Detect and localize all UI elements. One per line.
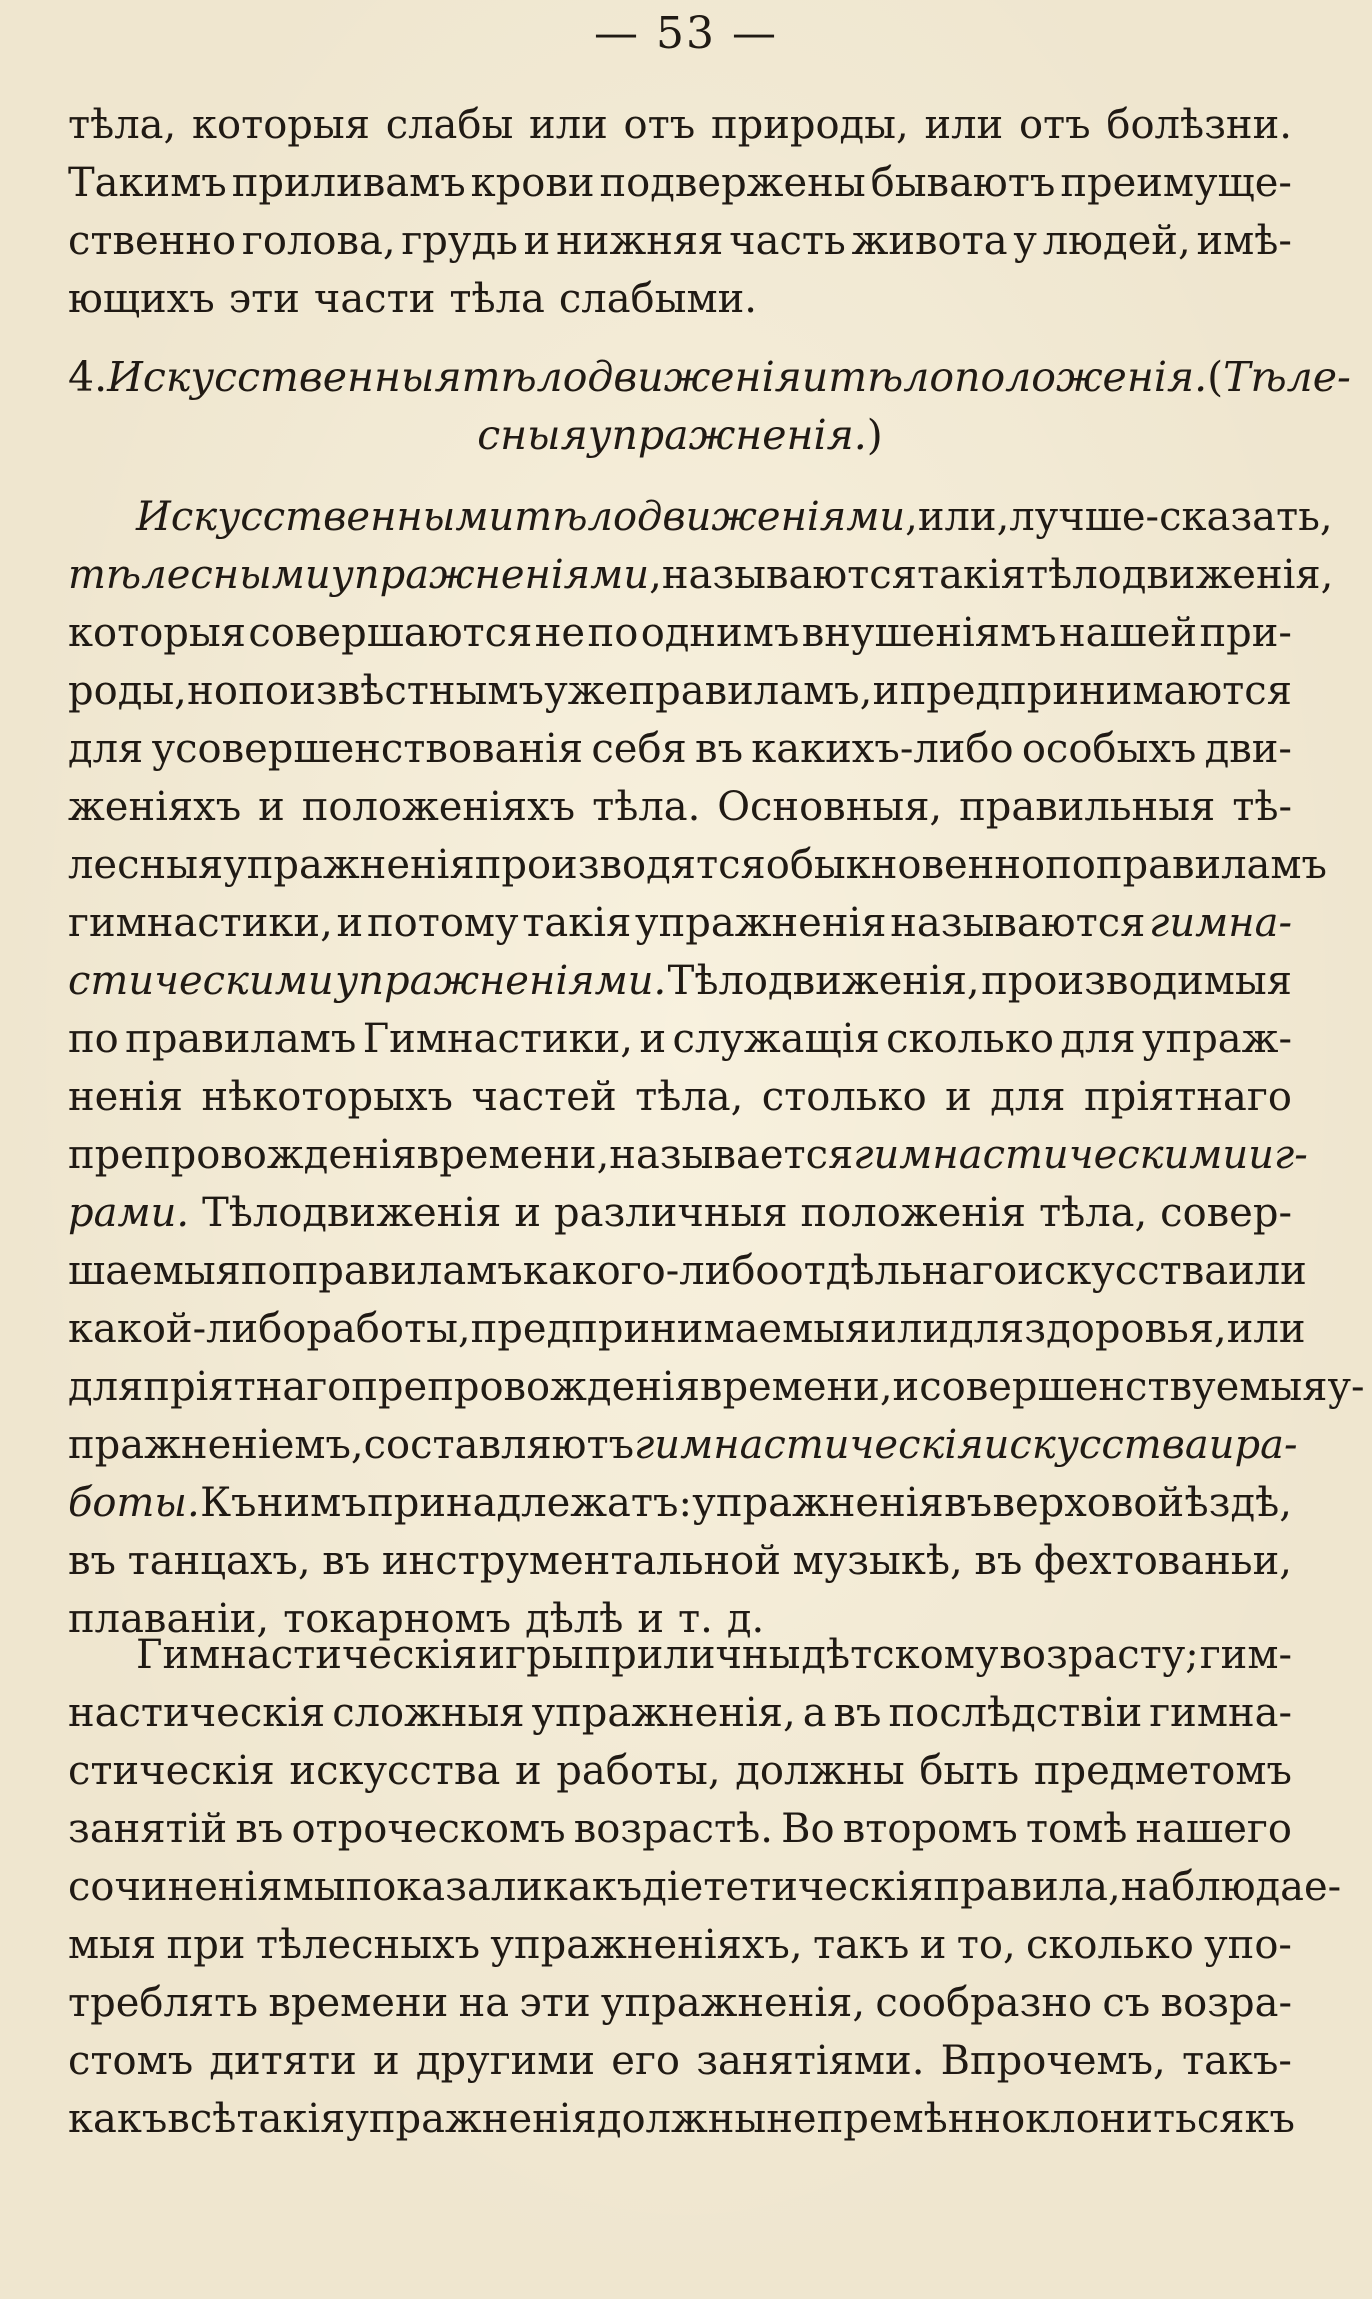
word: , <box>905 494 918 540</box>
word: тѣлодвиженія <box>461 353 802 401</box>
word: называются <box>661 552 917 598</box>
word: такія <box>916 552 1026 598</box>
word: по <box>1045 842 1096 888</box>
word: токарномъ <box>283 1596 512 1642</box>
word: правиламъ, <box>628 668 873 714</box>
word: особыхъ <box>1021 726 1197 772</box>
word: клониться <box>1025 2096 1245 2142</box>
word: столько <box>761 1074 927 1120</box>
word: Тѣле- <box>1223 353 1351 401</box>
word: сложныя <box>332 1690 525 1736</box>
word: крови <box>470 160 595 206</box>
word: ственно <box>68 218 237 264</box>
word: здоровья, <box>1024 1306 1227 1352</box>
word: упражненіяхъ, <box>490 1922 803 1968</box>
word: и <box>1208 1422 1235 1468</box>
word: въ <box>68 1538 116 1584</box>
word: не <box>534 610 586 656</box>
word: и <box>919 1922 947 1968</box>
text-line <box>68 270 1292 328</box>
text-line <box>68 1916 1292 1974</box>
word: такъ- <box>1181 2038 1292 2084</box>
word: потому <box>366 900 519 946</box>
word: упражненія, <box>600 1980 866 2026</box>
word: пражненіемъ, <box>68 1422 364 1468</box>
word: себя <box>591 726 687 772</box>
word: для <box>68 726 144 772</box>
word: работы, <box>306 1306 471 1352</box>
text-line <box>68 1626 1292 1684</box>
word: предметомъ <box>1033 1748 1292 1794</box>
word: ющихъ <box>68 276 215 322</box>
word: упо- <box>1204 1922 1292 1968</box>
text-line <box>68 720 1292 778</box>
text-line <box>68 1126 1308 1184</box>
word: части <box>313 276 436 322</box>
word: т. <box>678 1596 713 1642</box>
word: то, <box>956 1922 1016 1968</box>
text-line <box>68 2032 1292 2090</box>
word: для <box>949 1306 1025 1352</box>
word: плаваніи, <box>68 1596 270 1642</box>
word: правиламъ <box>125 1016 357 1062</box>
word: д. <box>726 1596 765 1642</box>
word: , <box>649 552 662 598</box>
word: должны <box>735 1748 905 1794</box>
word: лесныя <box>68 842 224 888</box>
text-line <box>68 1242 1307 1300</box>
word: Основныя, <box>717 784 943 830</box>
word: и <box>872 668 900 714</box>
word: такъ <box>812 1922 910 1968</box>
word: томѣ <box>1025 1806 1128 1852</box>
text-line <box>68 154 1292 212</box>
text-line <box>68 348 1351 406</box>
text-line <box>68 1010 1292 1068</box>
word: стическими <box>68 958 334 1004</box>
word: упражненія <box>345 2096 597 2142</box>
word: болѣзни. <box>1106 102 1292 148</box>
word: фехтованьи, <box>1034 1538 1292 1584</box>
word: упражненіями. <box>335 958 667 1004</box>
word: и <box>373 2038 400 2084</box>
word: бываютъ <box>870 160 1056 206</box>
word: всѣ <box>167 2096 237 2142</box>
text-line <box>68 1532 1292 1590</box>
word: какъ <box>542 1864 643 1910</box>
word: или, <box>917 494 1010 540</box>
word: у <box>1013 218 1037 264</box>
word: которыя <box>68 610 246 656</box>
word: отроческомъ <box>291 1806 566 1852</box>
word: Гимнастическія <box>136 1632 478 1678</box>
word: съ <box>1102 1980 1151 2026</box>
word: искусства <box>983 1422 1209 1468</box>
word: такія <box>522 900 632 946</box>
word: преимуще- <box>1060 160 1292 206</box>
text-line <box>68 662 1292 720</box>
word: рами. <box>68 1190 190 1236</box>
text-line <box>68 604 1292 662</box>
word: тѣлодвиженія, <box>1025 552 1334 598</box>
word: въ <box>322 1538 371 1584</box>
word: упражненіями <box>330 552 650 598</box>
word: времени, <box>699 1364 893 1410</box>
word: ненія <box>68 1074 184 1120</box>
word: природы, <box>710 102 909 148</box>
word: внушеніямъ <box>801 610 1057 656</box>
word: производимыя <box>981 958 1292 1004</box>
word: и <box>945 1074 972 1120</box>
word: у- <box>1327 1364 1365 1410</box>
word: должны <box>596 2096 767 2142</box>
word: шаемыя <box>68 1248 241 1294</box>
word: упражненія. <box>587 411 867 459</box>
word: Искусственныя <box>107 353 462 401</box>
word: нѣкоторыхъ <box>201 1074 454 1120</box>
word: въ <box>235 1806 284 1852</box>
word: а <box>802 1690 827 1736</box>
word: и <box>523 218 551 264</box>
text-line <box>68 952 1292 1010</box>
word: тѣлоположенія. <box>828 353 1208 401</box>
text-line <box>68 1358 1365 1416</box>
word: искусства <box>1017 1248 1229 1294</box>
word: упражненія <box>692 1480 944 1526</box>
word: другими <box>415 2038 596 2084</box>
text-line <box>68 488 1333 546</box>
paragraph-2 <box>68 488 1365 1648</box>
word: служащія <box>672 1016 880 1062</box>
word: роды, <box>68 668 187 714</box>
text-line <box>68 2090 1295 2148</box>
word: второмъ <box>842 1806 1018 1852</box>
word: къ <box>1244 2096 1295 2142</box>
word: которыя <box>191 102 370 148</box>
word: упраж- <box>1142 1016 1292 1062</box>
word: гимнастики, <box>68 900 333 946</box>
word: принадлежатъ: <box>367 1480 692 1526</box>
word: въ <box>695 726 744 772</box>
word: при <box>166 1922 246 1968</box>
word: препровожденія <box>351 1364 700 1410</box>
text-line <box>68 212 1292 270</box>
word: нашего <box>1135 1806 1292 1852</box>
word: правильныя <box>959 784 1216 830</box>
word: отъ <box>1018 102 1091 148</box>
word: при- <box>1199 610 1292 656</box>
word: Впрочемъ, <box>940 2038 1166 2084</box>
word: инструментальной <box>381 1538 781 1584</box>
word: боты. <box>68 1480 200 1526</box>
text-line <box>68 1742 1292 1800</box>
word: искусства <box>289 1748 501 1794</box>
word: называются <box>890 900 1146 946</box>
word: Искусственными <box>136 494 515 540</box>
word: людей, <box>1042 218 1191 264</box>
word: ра- <box>1234 1422 1298 1468</box>
word: или <box>870 1306 950 1352</box>
word: ( <box>1207 353 1224 401</box>
word: сколько <box>1026 1922 1194 1968</box>
word: показали <box>345 1864 543 1910</box>
word: тѣлесныхъ <box>255 1922 481 1968</box>
word: тѣлесными <box>68 552 331 598</box>
section-heading <box>68 348 1351 464</box>
word: танцахъ, <box>127 1538 311 1584</box>
word: нимъ <box>256 1480 367 1526</box>
word: занятій <box>68 1806 228 1852</box>
word: его <box>611 2038 681 2084</box>
word: упражненія, <box>531 1690 796 1736</box>
word: какой-либо <box>68 1306 307 1352</box>
word: по <box>238 668 289 714</box>
word: грудь <box>401 218 518 264</box>
word: и <box>258 784 285 830</box>
word: отъ <box>623 102 696 148</box>
word: въ <box>944 1480 993 1526</box>
text-line <box>68 96 1292 154</box>
word: игры <box>478 1632 584 1678</box>
word: мыя <box>68 1922 157 1968</box>
word: и <box>514 1748 542 1794</box>
word: приливамъ <box>231 160 466 206</box>
word: и <box>336 900 364 946</box>
word: времени <box>268 1980 449 2026</box>
word: положенія <box>800 1190 1026 1236</box>
word: обыкновенно <box>765 842 1046 888</box>
word: усовершенствованія <box>151 726 584 772</box>
word: производятся <box>474 842 766 888</box>
word: извѣстнымъ <box>289 668 544 714</box>
word: тѣла, <box>635 1074 744 1120</box>
word: сообразно <box>875 1980 1093 2026</box>
word: предпринимаются <box>899 668 1292 714</box>
word: верховой <box>992 1480 1185 1526</box>
word: гим- <box>1199 1632 1292 1678</box>
word: возрасту; <box>999 1632 1199 1678</box>
text-line <box>68 1474 1292 1532</box>
word: составляютъ <box>363 1422 635 1468</box>
word: по <box>240 1248 292 1294</box>
word: голова, <box>241 218 396 264</box>
word: какихъ-либо <box>751 726 1014 772</box>
word: эти <box>228 276 300 322</box>
word: правила, <box>933 1864 1121 1910</box>
word: но <box>187 668 238 714</box>
word: тѣ- <box>1232 784 1292 830</box>
word: различныя <box>554 1190 788 1236</box>
word: или <box>924 102 1004 148</box>
word: дви- <box>1204 726 1292 772</box>
word: занятіями. <box>696 2038 925 2084</box>
word: гимнастическими <box>853 1132 1249 1178</box>
word: работы, <box>556 1748 721 1794</box>
word: стомъ <box>68 2038 194 2084</box>
word: ) <box>866 411 883 459</box>
text-line <box>68 1974 1292 2032</box>
word: пріятнаго <box>1083 1074 1292 1120</box>
word: или <box>1228 1248 1307 1294</box>
word: правиламъ <box>291 1248 523 1294</box>
word: въ <box>833 1690 882 1736</box>
text-line <box>68 1684 1292 1742</box>
word: гимна- <box>1149 900 1292 946</box>
word: и <box>892 1364 920 1410</box>
word: и <box>639 1016 667 1062</box>
word: Тѣлодвиженія <box>202 1190 502 1236</box>
text-line <box>68 1416 1298 1474</box>
paragraph-3 <box>68 1626 1342 2148</box>
word: по <box>587 610 639 656</box>
word: тѣла, <box>1038 1190 1148 1236</box>
word: тѣлодвиженіями <box>514 494 906 540</box>
word: слабы <box>385 102 514 148</box>
word: однимъ <box>640 610 800 656</box>
word: тѣла. <box>592 784 701 830</box>
word: положеніяхъ <box>301 784 576 830</box>
word: нижняя <box>556 218 724 264</box>
text-line <box>68 546 1334 604</box>
word: ѣздѣ, <box>1184 1480 1292 1526</box>
word: и <box>637 1596 665 1642</box>
word: упражненія <box>635 900 887 946</box>
word: и <box>801 353 829 401</box>
word: дѣтскому <box>801 1632 999 1678</box>
word: слабыми. <box>558 276 757 322</box>
word: послѣдствіи <box>888 1690 1143 1736</box>
text-line <box>68 406 1292 464</box>
word: совершенствуемыя <box>919 1364 1328 1410</box>
text-line <box>68 1800 1292 1858</box>
word: сколько <box>886 1016 1054 1062</box>
paragraph-1 <box>68 96 1292 328</box>
word: предпринимаемыя <box>470 1306 871 1352</box>
word: живота <box>851 218 1008 264</box>
word: женіяхъ <box>68 784 242 830</box>
word: частей <box>471 1074 617 1120</box>
word: сныя <box>477 411 588 459</box>
word: лучше-сказать, <box>1009 494 1333 540</box>
word: возра- <box>1160 1980 1292 2026</box>
word: нашей <box>1059 610 1198 656</box>
word: такія <box>236 2096 346 2142</box>
word: музыкѣ, <box>792 1538 963 1584</box>
word: гимна- <box>1149 1690 1292 1736</box>
word: для <box>990 1074 1066 1120</box>
word: дѣлѣ <box>525 1596 624 1642</box>
word: Къ <box>200 1480 257 1526</box>
text-line <box>68 1184 1292 1242</box>
word: тѣла <box>449 276 545 322</box>
word: гимнастическія <box>634 1422 984 1468</box>
word: времени, <box>416 1132 610 1178</box>
word: упражненія <box>223 842 475 888</box>
word: какого-либо <box>522 1248 780 1294</box>
word: треблять <box>68 1980 259 2026</box>
word: на <box>458 1980 510 2026</box>
word: 4. <box>68 353 108 401</box>
word: сочиненія <box>68 1864 283 1910</box>
word: Тѣлодвиженія, <box>667 958 980 1004</box>
word: имѣ- <box>1196 218 1292 264</box>
word: діететическія <box>642 1864 934 1910</box>
word: возрастѣ. <box>573 1806 773 1852</box>
word: тѣла, <box>68 102 177 148</box>
word: подвержены <box>599 160 866 206</box>
word: или <box>1226 1306 1306 1352</box>
word: какъ <box>68 2096 168 2142</box>
word: часть <box>729 218 846 264</box>
word: по <box>68 1016 119 1062</box>
word: Во <box>781 1806 835 1852</box>
word: или <box>529 102 608 148</box>
word: препровожденія <box>68 1132 417 1178</box>
word: непремѣнно <box>766 2096 1026 2142</box>
word: наблюдае- <box>1120 1864 1342 1910</box>
word: мы <box>282 1864 346 1910</box>
word: иг- <box>1248 1132 1308 1178</box>
word: стическія <box>68 1748 275 1794</box>
word: настическія <box>68 1690 326 1736</box>
text-line <box>68 778 1292 836</box>
page-number: — 53 — <box>594 8 778 59</box>
word: быть <box>919 1748 1020 1794</box>
word: дитяти <box>209 2038 357 2084</box>
word: называется <box>609 1132 854 1178</box>
text-line <box>68 1300 1306 1358</box>
word: въ <box>974 1538 1023 1584</box>
text-line <box>68 836 1327 894</box>
word: и <box>514 1190 542 1236</box>
text-line <box>68 1858 1342 1916</box>
word: Гимнастики, <box>362 1016 634 1062</box>
word: для <box>68 1364 144 1410</box>
text-line <box>68 894 1292 952</box>
word: для <box>1060 1016 1136 1062</box>
word: эти <box>519 1980 591 2026</box>
word: приличны <box>584 1632 801 1678</box>
word: совер- <box>1160 1190 1292 1236</box>
word: совершаются <box>248 610 533 656</box>
word: правиламъ <box>1095 842 1327 888</box>
word: отдѣльнаго <box>779 1248 1018 1294</box>
word: пріятнаго <box>143 1364 352 1410</box>
word: Такимъ <box>68 160 227 206</box>
word: уже <box>544 668 629 714</box>
text-line <box>68 1068 1292 1126</box>
